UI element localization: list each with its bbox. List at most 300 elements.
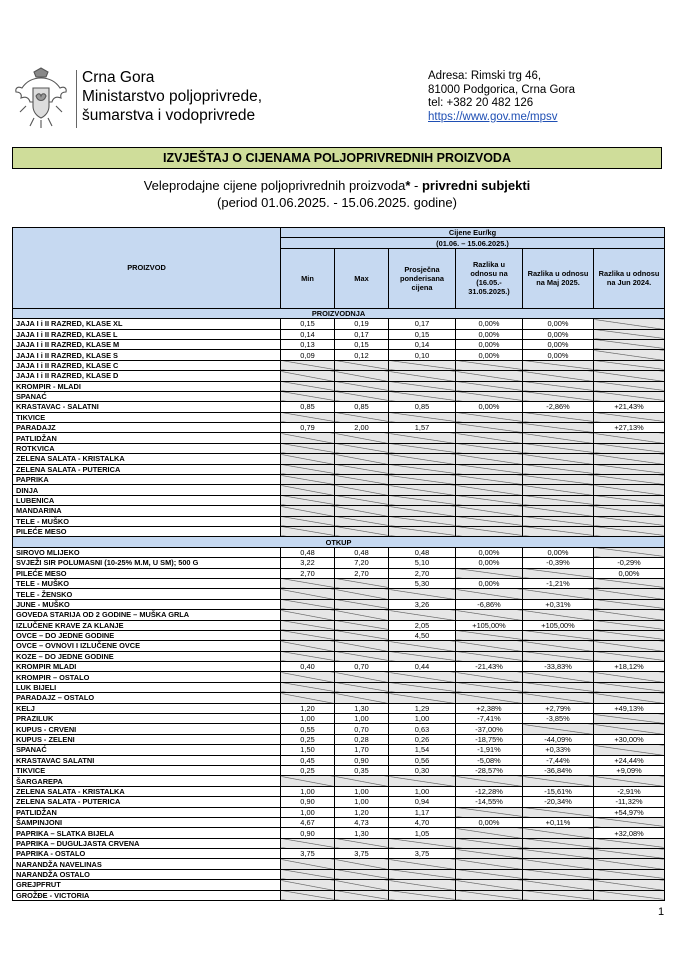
- empty-cell: [456, 589, 523, 599]
- empty-cell: [523, 693, 594, 703]
- table-row: [13, 682, 665, 692]
- avg-cell: 1,54: [389, 745, 456, 755]
- empty-cell: [335, 475, 389, 485]
- d1-cell: 0,00%: [456, 558, 523, 568]
- d1-cell: +2,38%: [456, 703, 523, 713]
- subtitle-text: Veleprodajne cijene poljoprivrednih proizvoda: [143, 178, 406, 193]
- max-cell: 0,12: [335, 350, 389, 360]
- empty-cell: [594, 869, 665, 879]
- empty-cell: [594, 443, 665, 453]
- empty-cell: [281, 890, 335, 900]
- min-cell: 0,25: [281, 734, 335, 744]
- empty-cell: [523, 807, 594, 817]
- empty-cell: [281, 485, 335, 495]
- section-header-row: [13, 537, 665, 547]
- empty-cell: [594, 485, 665, 495]
- empty-cell: [456, 360, 523, 370]
- avg-cell: 0,48: [389, 547, 456, 557]
- product-name-cell: DINJA: [13, 485, 281, 495]
- d3-cell: 0,00%: [594, 568, 665, 578]
- empty-cell: [523, 589, 594, 599]
- empty-cell: [456, 464, 523, 474]
- d2-cell: +105,00%: [523, 620, 594, 630]
- organization-name: [82, 68, 262, 125]
- empty-cell: [523, 391, 594, 401]
- empty-cell: [456, 610, 523, 620]
- empty-cell: [523, 526, 594, 536]
- product-name-cell: LUBENICA: [13, 495, 281, 505]
- table-row: [13, 381, 665, 391]
- empty-cell: [335, 485, 389, 495]
- d2-cell: 0,00%: [523, 339, 594, 349]
- empty-cell: [281, 589, 335, 599]
- d2-cell: -44,09%: [523, 734, 594, 744]
- min-cell: 1,00: [281, 714, 335, 724]
- table-row: [13, 568, 665, 578]
- empty-cell: [456, 682, 523, 692]
- empty-cell: [389, 610, 456, 620]
- empty-cell: [335, 859, 389, 869]
- empty-cell: [523, 495, 594, 505]
- empty-cell: [456, 475, 523, 485]
- max-cell: 1,20: [335, 807, 389, 817]
- empty-cell: [335, 693, 389, 703]
- table-row: [13, 610, 665, 620]
- product-name-cell: NARANDŽA NAVELINAS: [13, 859, 281, 869]
- product-name-cell: JAJA I i II RAZRED, KLASE L: [13, 329, 281, 339]
- product-name-cell: KOZE – DO JEDNE GODINE: [13, 651, 281, 661]
- d3-cell: +18,12%: [594, 662, 665, 672]
- empty-cell: [456, 880, 523, 890]
- d1-cell: 0,00%: [456, 339, 523, 349]
- empty-cell: [594, 620, 665, 630]
- d3-cell: +9,09%: [594, 765, 665, 775]
- empty-cell: [594, 724, 665, 734]
- empty-cell: [456, 849, 523, 859]
- table-row: [13, 828, 665, 838]
- empty-cell: [523, 443, 594, 453]
- d1-cell: 0,00%: [456, 817, 523, 827]
- empty-cell: [456, 838, 523, 848]
- table-row: [13, 433, 665, 443]
- min-cell: 1,00: [281, 786, 335, 796]
- product-name-cell: PATLIDŽAN: [13, 807, 281, 817]
- empty-cell: [389, 412, 456, 422]
- product-name-cell: TIKVICE: [13, 765, 281, 775]
- table-row: [13, 641, 665, 651]
- empty-cell: [335, 506, 389, 516]
- empty-cell: [335, 495, 389, 505]
- max-cell: 0,48: [335, 547, 389, 557]
- empty-cell: [594, 454, 665, 464]
- avg-cell: 0,56: [389, 755, 456, 765]
- min-cell: 0,90: [281, 797, 335, 807]
- table-row: [13, 371, 665, 381]
- empty-cell: [523, 890, 594, 900]
- table-row: [13, 745, 665, 755]
- header-divider: [76, 70, 77, 128]
- empty-cell: [523, 485, 594, 495]
- d2-cell: +0,31%: [523, 599, 594, 609]
- empty-cell: [594, 745, 665, 755]
- d3-cell: +54,97%: [594, 807, 665, 817]
- empty-cell: [335, 412, 389, 422]
- empty-cell: [281, 672, 335, 682]
- empty-cell: [594, 849, 665, 859]
- avg-cell: 4,70: [389, 817, 456, 827]
- min-cell: 3,22: [281, 558, 335, 568]
- empty-cell: [456, 454, 523, 464]
- d3-cell: +30,00%: [594, 734, 665, 744]
- price-table-container: [12, 227, 664, 901]
- empty-cell: [335, 869, 389, 879]
- product-name-cell: PAPRIKA: [13, 475, 281, 485]
- empty-cell: [389, 880, 456, 890]
- table-row: [13, 516, 665, 526]
- avg-cell: 2,05: [389, 620, 456, 630]
- avg-cell: 5,10: [389, 558, 456, 568]
- d2-cell: -36,84%: [523, 765, 594, 775]
- empty-cell: [523, 423, 594, 433]
- col-header-avg: Prosječna ponderisana cijena: [389, 248, 456, 308]
- min-cell: 0,85: [281, 402, 335, 412]
- product-name-cell: SPANAĆ: [13, 745, 281, 755]
- empty-cell: [594, 682, 665, 692]
- max-cell: 2,00: [335, 423, 389, 433]
- empty-cell: [281, 475, 335, 485]
- d3-cell: -2,91%: [594, 786, 665, 796]
- product-name-cell: JAJA I i II RAZRED, KLASE XL: [13, 319, 281, 329]
- d1-cell: 0,00%: [456, 350, 523, 360]
- empty-cell: [281, 776, 335, 786]
- d2-cell: -0,39%: [523, 558, 594, 568]
- empty-cell: [523, 672, 594, 682]
- org-line-ministry: Ministarstvo poljoprivrede,: [82, 88, 263, 105]
- d2-cell: -7,44%: [523, 755, 594, 765]
- empty-cell: [456, 672, 523, 682]
- empty-cell: [523, 651, 594, 661]
- table-row: [13, 443, 665, 453]
- table-row: [13, 319, 665, 329]
- table-row: [13, 475, 665, 485]
- product-name-cell: KRASTAVAC - SALATNI: [13, 402, 281, 412]
- max-cell: 1,30: [335, 828, 389, 838]
- address-city: 81000 Podgorica, Crna Gora: [428, 83, 576, 96]
- d2-cell: -3,85%: [523, 714, 594, 724]
- min-cell: 1,00: [281, 807, 335, 817]
- empty-cell: [523, 869, 594, 879]
- max-cell: 4,73: [335, 817, 389, 827]
- empty-cell: [389, 464, 456, 474]
- empty-cell: [456, 890, 523, 900]
- col-header-diff-may: Razlika u odnosu na Maj 2025.: [523, 248, 594, 308]
- product-name-cell: ROTKVICA: [13, 443, 281, 453]
- min-cell: 0,09: [281, 350, 335, 360]
- table-row: [13, 693, 665, 703]
- empty-cell: [594, 412, 665, 422]
- d1-cell: -21,43%: [456, 662, 523, 672]
- max-cell: 0,17: [335, 329, 389, 339]
- empty-cell: [594, 714, 665, 724]
- d3-cell: +21,43%: [594, 402, 665, 412]
- product-name-cell: LUK BIJELI: [13, 682, 281, 692]
- min-cell: 2,70: [281, 568, 335, 578]
- product-name-cell: JAJA I i II RAZRED, KLASE D: [13, 371, 281, 381]
- table-row: [13, 412, 665, 422]
- empty-cell: [594, 672, 665, 682]
- empty-cell: [335, 630, 389, 640]
- empty-cell: [281, 651, 335, 661]
- d1-cell: +105,00%: [456, 620, 523, 630]
- product-name-cell: JAJA I i II RAZRED, KLASE M: [13, 339, 281, 349]
- product-name-cell: PILEĆE MESO: [13, 526, 281, 536]
- table-row: [13, 849, 665, 859]
- empty-cell: [389, 506, 456, 516]
- empty-cell: [594, 350, 665, 360]
- empty-cell: [281, 630, 335, 640]
- d2-cell: +2,79%: [523, 703, 594, 713]
- table-row: [13, 495, 665, 505]
- table-row: [13, 797, 665, 807]
- max-cell: 1,30: [335, 703, 389, 713]
- report-period: (period 01.06.2025. - 15.06.2025. godine): [217, 195, 457, 210]
- empty-cell: [456, 433, 523, 443]
- empty-cell: [335, 526, 389, 536]
- empty-cell: [335, 371, 389, 381]
- org-line-ministry-cont: šumarstva i vodoprivrede: [82, 107, 256, 124]
- max-cell: 1,70: [335, 745, 389, 755]
- empty-cell: [456, 443, 523, 453]
- empty-cell: [335, 589, 389, 599]
- product-name-cell: OVCE – DO JEDNE GODINE: [13, 630, 281, 640]
- avg-cell: 3,75: [389, 849, 456, 859]
- empty-cell: [335, 890, 389, 900]
- table-row: [13, 734, 665, 744]
- empty-cell: [389, 381, 456, 391]
- table-row: [13, 599, 665, 609]
- col-header-diff-prev-period: Razlika u odnosu na (16.05.- 31.05.2025.): [456, 248, 523, 308]
- empty-cell: [594, 381, 665, 391]
- empty-cell: [281, 869, 335, 879]
- empty-cell: [594, 630, 665, 640]
- d2-cell: 0,00%: [523, 547, 594, 557]
- product-name-cell: SVJEŽI SIR POLUMASNI (10-25% M.M, U SM); 500 G: [13, 558, 281, 568]
- empty-cell: [523, 724, 594, 734]
- d3-cell: +32,08%: [594, 828, 665, 838]
- address-block: [428, 70, 575, 124]
- empty-cell: [281, 495, 335, 505]
- max-cell: 0,19: [335, 319, 389, 329]
- d2-cell: -15,61%: [523, 786, 594, 796]
- product-name-cell: IZLUČENE KRAVE ZA KLANJE: [13, 620, 281, 630]
- empty-cell: [281, 360, 335, 370]
- product-name-cell: NARANDŽA OSTALO: [13, 869, 281, 879]
- price-table: [12, 227, 665, 901]
- empty-cell: [335, 433, 389, 443]
- table-row: [13, 558, 665, 568]
- d1-cell: -18,75%: [456, 734, 523, 744]
- section-title: OTKUP: [13, 537, 665, 547]
- min-cell: 3,75: [281, 849, 335, 859]
- empty-cell: [335, 620, 389, 630]
- table-row: [13, 672, 665, 682]
- product-name-cell: TELE - ŽENSKO: [13, 589, 281, 599]
- empty-cell: [389, 454, 456, 464]
- empty-cell: [335, 776, 389, 786]
- d3-cell: -11,32%: [594, 797, 665, 807]
- empty-cell: [281, 641, 335, 651]
- d1-cell: -6,86%: [456, 599, 523, 609]
- product-name-cell: ZELENA SALATA - KRISTALKA: [13, 786, 281, 796]
- table-row: [13, 454, 665, 464]
- empty-cell: [389, 443, 456, 453]
- table-row: [13, 423, 665, 433]
- d2-cell: +0,11%: [523, 817, 594, 827]
- empty-cell: [389, 516, 456, 526]
- table-row: [13, 703, 665, 713]
- product-name-cell: KUPUS - CRVENI: [13, 724, 281, 734]
- empty-cell: [335, 454, 389, 464]
- product-name-cell: OVCE – OVNOVI I IZLUČENE OVCE: [13, 641, 281, 651]
- avg-cell: 0,14: [389, 339, 456, 349]
- min-cell: 1,50: [281, 745, 335, 755]
- product-name-cell: SIROVO MLIJEKO: [13, 547, 281, 557]
- table-row: [13, 620, 665, 630]
- avg-cell: 2,70: [389, 568, 456, 578]
- table-row: [13, 485, 665, 495]
- table-row: [13, 786, 665, 796]
- product-name-cell: PARADAJZ – OSTALO: [13, 693, 281, 703]
- empty-cell: [594, 516, 665, 526]
- empty-cell: [335, 516, 389, 526]
- empty-cell: [594, 838, 665, 848]
- empty-cell: [281, 693, 335, 703]
- empty-cell: [281, 620, 335, 630]
- max-cell: 1,00: [335, 714, 389, 724]
- empty-cell: [523, 828, 594, 838]
- empty-cell: [594, 610, 665, 620]
- max-cell: 7,20: [335, 558, 389, 568]
- table-row: [13, 807, 665, 817]
- table-row: [13, 880, 665, 890]
- empty-cell: [594, 475, 665, 485]
- empty-cell: [281, 412, 335, 422]
- empty-cell: [594, 599, 665, 609]
- d2-cell: 0,00%: [523, 350, 594, 360]
- table-row: [13, 339, 665, 349]
- empty-cell: [281, 516, 335, 526]
- avg-cell: 3,26: [389, 599, 456, 609]
- table-row: [13, 391, 665, 401]
- empty-cell: [523, 433, 594, 443]
- report-subtitle: [12, 178, 662, 193]
- table-row: [13, 817, 665, 827]
- d1-cell: 0,00%: [456, 547, 523, 557]
- empty-cell: [594, 589, 665, 599]
- product-name-cell: PARADAJZ: [13, 423, 281, 433]
- product-name-cell: ŠARGAREPA: [13, 776, 281, 786]
- empty-cell: [523, 381, 594, 391]
- document-header: [12, 64, 672, 134]
- product-name-cell: ZELENA SALATA - KRISTALKA: [13, 454, 281, 464]
- empty-cell: [594, 464, 665, 474]
- d1-cell: -37,00%: [456, 724, 523, 734]
- table-row: [13, 526, 665, 536]
- empty-cell: [335, 651, 389, 661]
- empty-cell: [281, 464, 335, 474]
- empty-cell: [594, 329, 665, 339]
- org-line-country: Crna Gora: [82, 69, 155, 86]
- empty-cell: [456, 371, 523, 381]
- col-header-product: PROIZVOD: [13, 228, 281, 309]
- d3-cell: +49,13%: [594, 703, 665, 713]
- avg-cell: 1,57: [389, 423, 456, 433]
- d2-cell: -33,83%: [523, 662, 594, 672]
- empty-cell: [523, 776, 594, 786]
- d1-cell: -28,57%: [456, 765, 523, 775]
- d2-cell: 0,00%: [523, 319, 594, 329]
- table-row: [13, 838, 665, 848]
- d2-cell: -1,21%: [523, 578, 594, 588]
- empty-cell: [523, 412, 594, 422]
- address-phone: tel: +382 20 482 126: [428, 97, 534, 110]
- empty-cell: [594, 360, 665, 370]
- empty-cell: [594, 693, 665, 703]
- min-cell: 4,67: [281, 817, 335, 827]
- product-name-cell: KELJ: [13, 703, 281, 713]
- empty-cell: [281, 454, 335, 464]
- empty-cell: [594, 880, 665, 890]
- empty-cell: [594, 495, 665, 505]
- empty-cell: [456, 526, 523, 536]
- max-cell: 0,28: [335, 734, 389, 744]
- empty-cell: [456, 651, 523, 661]
- empty-cell: [389, 391, 456, 401]
- section-title: PROIZVODNJA: [13, 308, 665, 318]
- col-header-price-period: (01.06. – 15.06.2025.): [281, 238, 665, 248]
- empty-cell: [594, 578, 665, 588]
- product-name-cell: PAPRIKA - OSTALO: [13, 849, 281, 859]
- table-row: [13, 869, 665, 879]
- website-link[interactable]: https://www.gov.me/mpsv: [428, 110, 558, 123]
- empty-cell: [335, 838, 389, 848]
- product-name-cell: TELE - MUŠKO: [13, 516, 281, 526]
- empty-cell: [523, 516, 594, 526]
- subtitle-star: *: [405, 178, 411, 193]
- min-cell: 0,15: [281, 319, 335, 329]
- d2-cell: +0,33%: [523, 745, 594, 755]
- section-header-row: [13, 308, 665, 318]
- empty-cell: [523, 506, 594, 516]
- product-name-cell: PAPRIKA – SLATKA BIJELA: [13, 828, 281, 838]
- empty-cell: [456, 506, 523, 516]
- product-name-cell: PRAZILUK: [13, 714, 281, 724]
- empty-cell: [456, 412, 523, 422]
- table-row: [13, 724, 665, 734]
- avg-cell: 0,30: [389, 765, 456, 775]
- avg-cell: 0,94: [389, 797, 456, 807]
- empty-cell: [523, 371, 594, 381]
- product-name-cell: PATLIDŽAN: [13, 433, 281, 443]
- min-cell: 0,55: [281, 724, 335, 734]
- empty-cell: [389, 495, 456, 505]
- empty-cell: [594, 641, 665, 651]
- empty-cell: [594, 526, 665, 536]
- empty-cell: [594, 506, 665, 516]
- empty-cell: [389, 433, 456, 443]
- product-name-cell: PAPRIKA – DUGULJASTA CRVENA: [13, 838, 281, 848]
- d3-cell: +27,13%: [594, 423, 665, 433]
